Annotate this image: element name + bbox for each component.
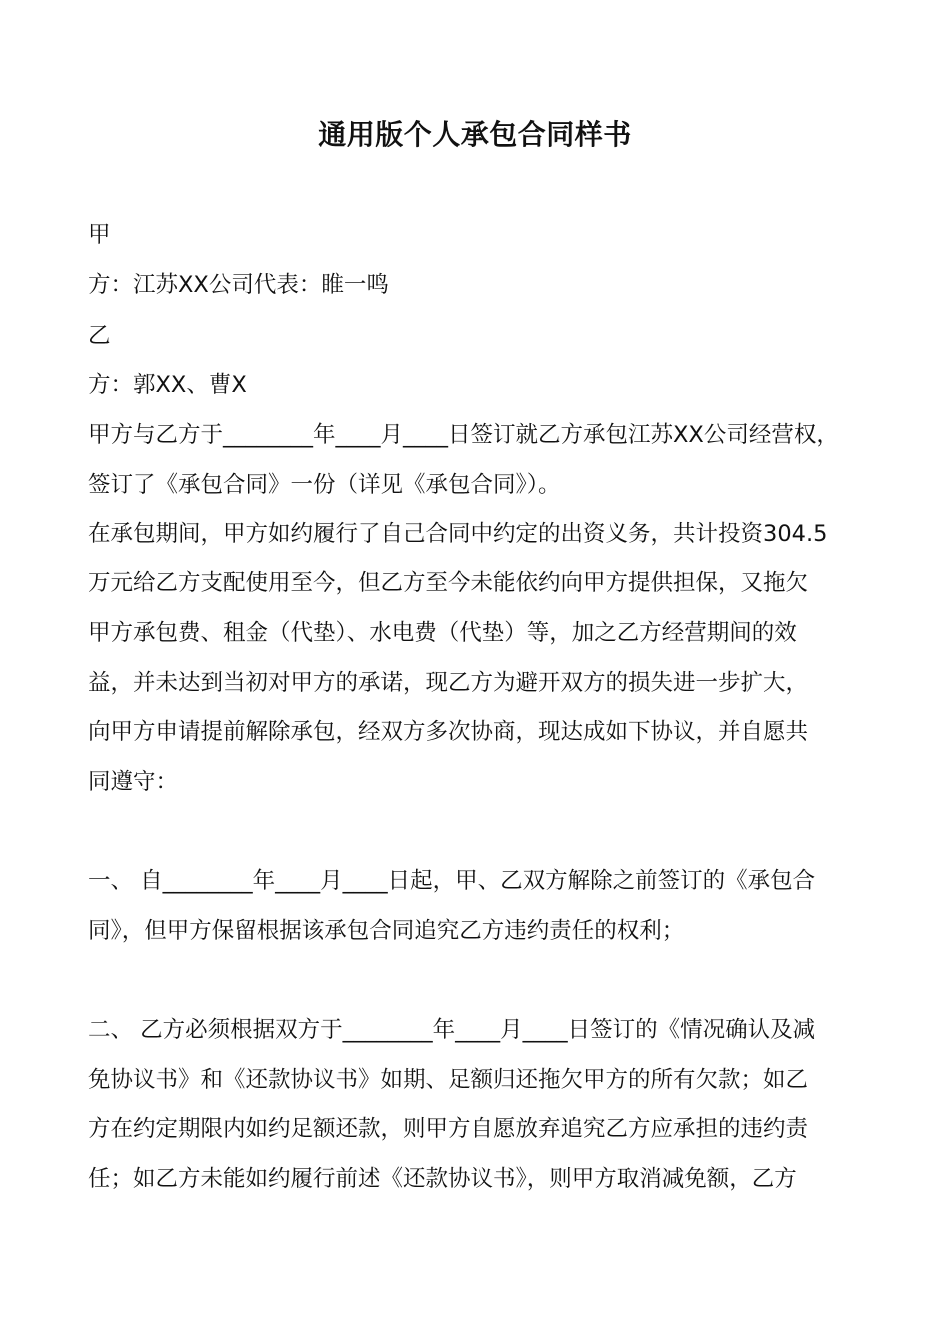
intro-line-1: 甲方与乙方于________年____月____日签订就乙方承包江苏XX公司经营权， bbox=[88, 422, 839, 448]
body-line-5: 向甲方申请提前解除承包，经双方多次协商，现达成如下协议，并自愿共 bbox=[88, 719, 809, 745]
body-line-2: 万元给乙方支配使用至今，但乙方至今未能依约向甲方提供担保，又拖欠 bbox=[88, 570, 809, 596]
party-a-label: 甲 bbox=[88, 222, 111, 248]
party-b-label: 乙 bbox=[88, 323, 111, 349]
document-title: 通用版个人承包合同样书 bbox=[318, 118, 632, 151]
party-a-detail: 方：江苏XX公司代表：睢一鸣 bbox=[88, 272, 389, 298]
clause-1-line-1: 一、 自________年____月____日起，甲、乙双方解除之前签订的《承包合 bbox=[88, 868, 816, 894]
body-line-1: 在承包期间，甲方如约履行了自己合同中约定的出资义务，共计投资304.5 bbox=[88, 521, 828, 547]
body-line-3: 甲方承包费、租金（代垫）、水电费（代垫）等，加之乙方经营期间的效 bbox=[88, 620, 797, 646]
clause-2-line-2: 免协议书》和《还款协议书》如期、足额归还拖欠甲方的所有欠款；如乙 bbox=[88, 1067, 809, 1093]
clause-2-line-1: 二、 乙方必须根据双方于________年____月____日签订的《情况确认及减 bbox=[88, 1017, 816, 1043]
clause-2-line-3: 方在约定期限内如约足额还款，则甲方自愿放弃追究乙方应承担的违约责 bbox=[88, 1116, 809, 1142]
intro-line-2: 签订了《承包合同》一份（详见《承包合同》）。 bbox=[88, 472, 561, 498]
body-line-6: 同遵守： bbox=[88, 769, 179, 795]
clause-2-line-4: 任；如乙方未能如约履行前述《还款协议书》，则甲方取消减免额，乙方 bbox=[88, 1166, 797, 1192]
clause-1-line-2: 同》，但甲方保留根据该承包合同追究乙方违约责任的权利； bbox=[88, 918, 685, 944]
party-b-detail: 方：郭XX、曹X bbox=[88, 372, 247, 398]
body-line-4: 益，并未达到当初对甲方的承诺，现乙方为避开双方的损失进一步扩大， bbox=[88, 670, 809, 696]
